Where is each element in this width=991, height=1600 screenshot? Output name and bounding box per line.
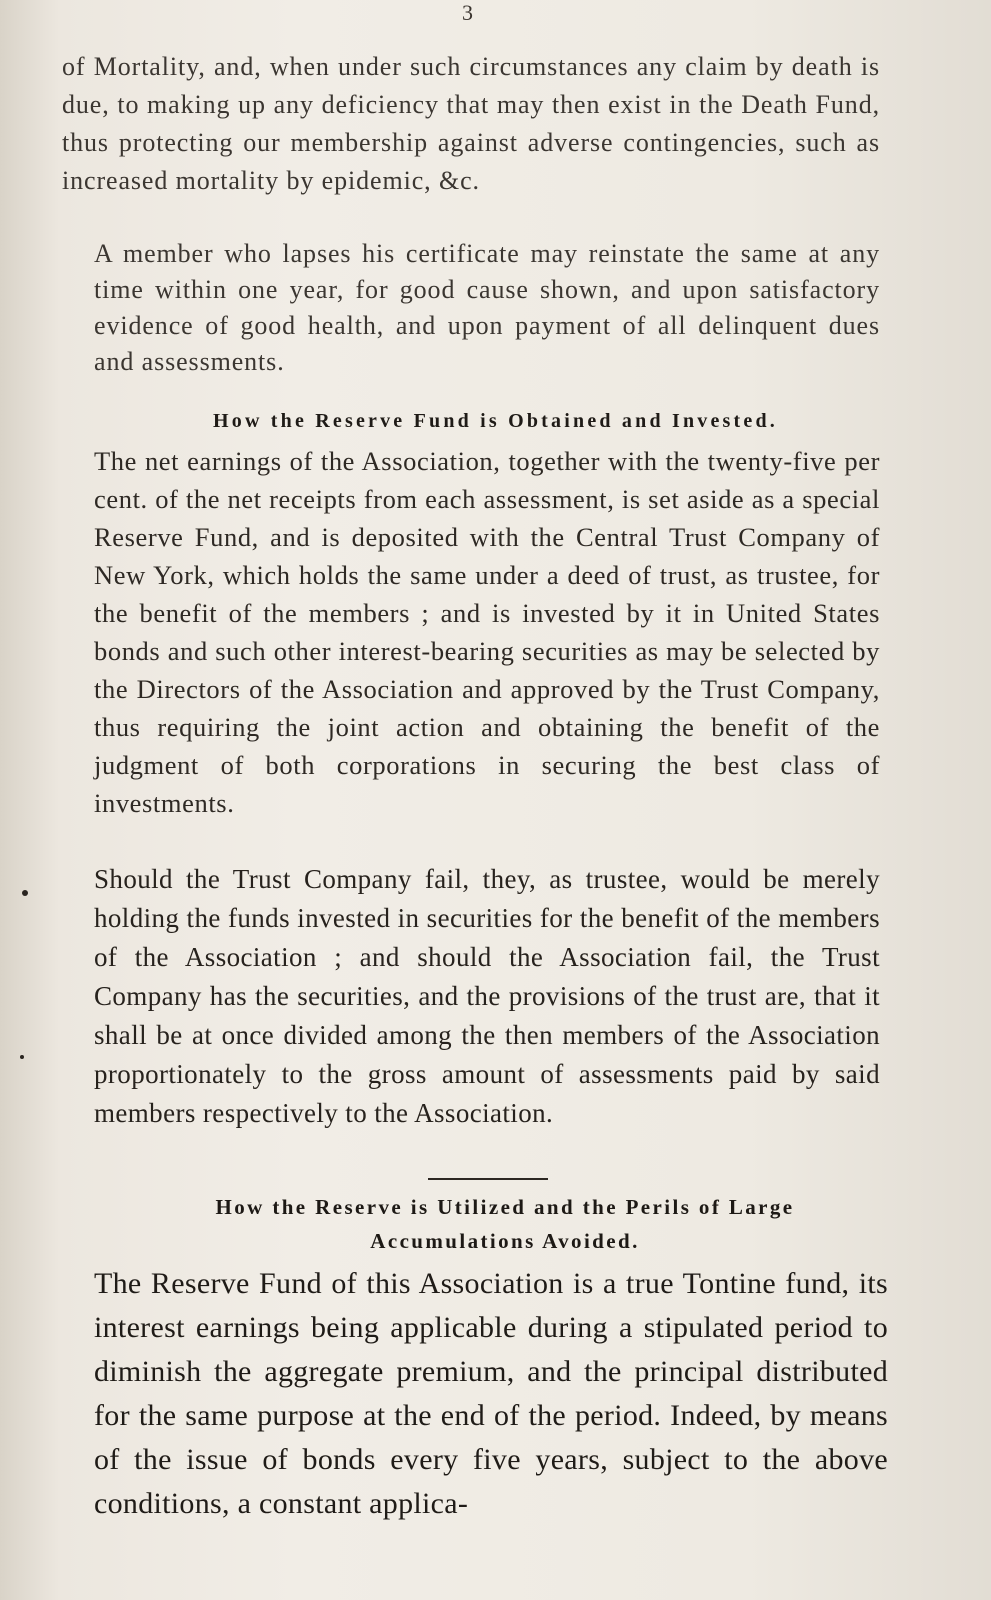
paragraph-trust-company-fail [62,860,880,1133]
ink-speck [20,1055,24,1059]
paragraph-text: of Mortality, and, when under such circumstances any claim by death is due, to making up any deficiency that may then exist in the Death Fund, thus protecting our membership against adverse contingencies, such as increased mortality by epidemic, &c. [62,52,880,195]
page-number: 3 [462,0,473,25]
heading-line-1: How the Reserve is Utilized and the Perils of Large [215,1195,795,1219]
paragraph-reinstatement [62,236,880,380]
section-heading-reserve-fund-obtained: How the Reserve Fund is Obtained and Invested. [212,410,778,432]
paragraph-net-earnings [62,442,880,822]
paragraph-tontine-fund [62,1262,888,1526]
paragraph-mortality [62,48,880,200]
ink-speck [22,890,28,896]
paragraph-text: Should the Trust Company fail, they, as trustee, would be merely holding the funds invested in securities for the benefit of the members of the Association ; and should the Association fail, the Trust Company has the securities, and the provisions of the trust are, that it shall be at once divided among the then members of the Association proportionately to the gross amount of assessments paid by said members respectively to the Association. [94,864,880,1128]
heading-line-2: Accumulations Avoided. [370,1229,640,1253]
paragraph-text: A member who lapses his certificate may reinstate the same at any time within one year, for good cause shown, and upon satisfactory evidence of good health, and upon payment of all delinquent dues and assessments. [94,239,880,376]
paragraph-text: The net earnings of the Association, together with the twenty-five per cent. of the net receipts from each assessment, is set aside as a special Reserve Fund, and is deposited with the Central Trust Company of New York, which holds the same under a deed of trust, as trustee, for the benefit of the members ; and is invested by it in United States bonds and such other interest-bearing securities as may be selected by the Directors of the Association and approved by the Trust Company, thus requiring the joint action and obtaining the benefit of the judgment of both corporations in securing the best class of investments. [94,446,880,818]
section-divider [428,1178,548,1180]
paragraph-text: The Reserve Fund of this Association is a true Tontine fund, its interest earnings being applicable during a stipulated period to diminish the aggregate premium, and the principal distributed for the same purpose at the end of the period. Indeed, by means of the issue of bonds every five years, subject to the above conditions, a constant applica- [94,1267,888,1520]
section-heading-reserve-utilized [40,1190,970,1258]
